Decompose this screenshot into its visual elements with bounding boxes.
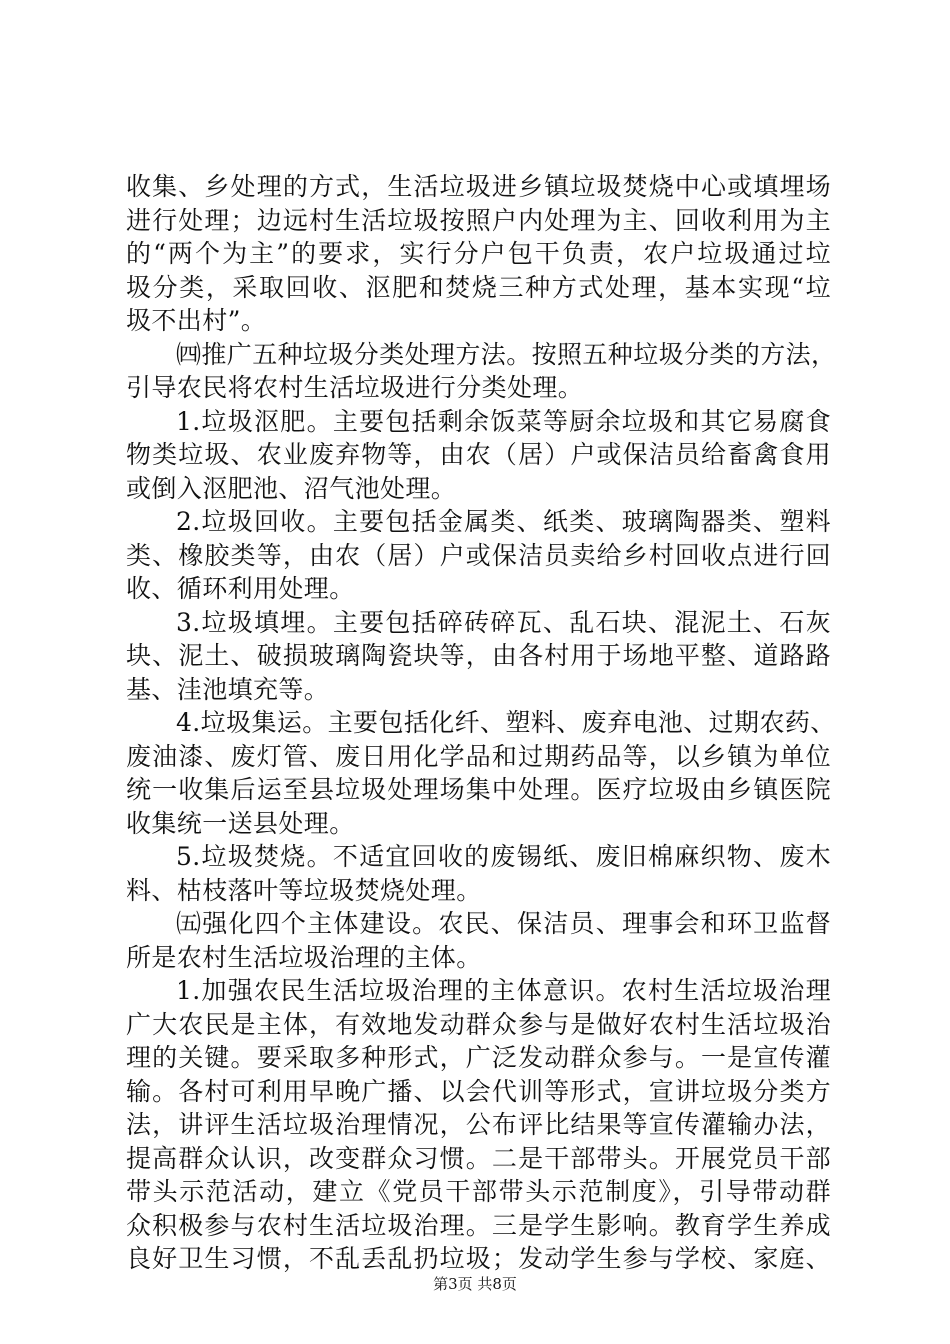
text-line: 2.垃圾回收。主要包括金属类、纸类、玻璃陶器类、塑料: [176, 507, 831, 536]
text-line: 引导农民将农村生活垃圾进行分类处理。: [126, 373, 584, 402]
text-line: 块、泥土、破损玻璃陶瓷块等，由各村用于场地平整、道路路: [126, 641, 831, 670]
text-line: 所是农村生活垃圾治理的主体。: [126, 942, 482, 972]
text-line: 废油漆、废灯管、废日用化学品和过期药品等，以乡镇为单位: [126, 741, 831, 771]
text-line: 圾分类，采取回收、沤肥和焚烧三种方式处理，基本实现“垃: [126, 272, 831, 302]
text-line: 提高群众认识，改变群众习惯。二是干部带头。开展党员干部: [126, 1143, 831, 1173]
text-line: 3.垃圾填埋。主要包括碎砖碎瓦、乱石块、混泥土、石灰: [176, 607, 831, 637]
text-line: 带头示范活动，建立《党员干部带头示范制度》，引导带动群: [126, 1177, 831, 1206]
text-line: 众积极参与农村生活垃圾治理。三是学生影响。教育学生养成: [126, 1210, 831, 1240]
text-line: 进行处理；边远村生活垃圾按照户内处理为主、回收利用为主: [126, 205, 831, 235]
text-line: 1.垃圾沤肥。主要包括剩余饭菜等厨余垃圾和其它易腐食: [176, 406, 831, 436]
text-line: 良好卫生习惯，不乱丢乱扔垃圾；发动学生参与学校、家庭、: [126, 1244, 831, 1273]
text-line: 1.加强农民生活垃圾治理的主体意识。农村生活垃圾治理: [176, 976, 831, 1005]
text-line: 输。各村可利用早晚广播、以会代训等形式，宣讲垃圾分类方: [126, 1076, 831, 1106]
text-line: 或倒入沤肥池、沼气池处理。: [126, 473, 457, 503]
text-line: 法，讲评生活垃圾治理情况，公布评比结果等宣传灌输办法，: [126, 1110, 831, 1139]
text-line: 类、橡胶类等，由农（居）户或保洁员卖给乡村回收点进行回: [126, 540, 831, 570]
text-line: 理的关键。要采取多种形式，广泛发动群众参与。一是宣传灌: [126, 1043, 831, 1072]
text-line: 5.垃圾焚烧。不适宜回收的废锡纸、废旧棉麻织物、废木: [176, 842, 831, 871]
text-line: 统一收集后运至县垃圾处理场集中处理。医疗垃圾由乡镇医院: [126, 775, 831, 804]
text-line: 收集统一送县处理。: [126, 808, 355, 838]
text-line: 圾不出村”。: [126, 306, 267, 335]
text-line: 收集、乡处理的方式，生活垃圾进乡镇垃圾焚烧中心或填埋场: [126, 172, 831, 201]
text-line: 收、循环利用处理。: [126, 574, 355, 603]
text-line: 的“两个为主”的要求，实行分户包干负责，农户垃圾通过垃: [126, 239, 831, 268]
text-line: ㈤强化四个主体建设。农民、保洁员、理事会和环卫监督: [176, 909, 831, 938]
text-line: 4.垃圾集运。主要包括化纤、塑料、废弃电池、过期农药、: [176, 708, 836, 737]
text-line: 广大农民是主体，有效地发动群众参与是做好农村生活垃圾治: [126, 1009, 831, 1039]
text-line: ㈣推广五种垃圾分类处理方法。按照五种垃圾分类的方法，: [176, 339, 837, 369]
text-line: 料、枯枝落叶等垃圾焚烧处理。: [126, 875, 482, 905]
text-line: 物类垃圾、农业废弃物等，由农（居）户或保洁员给畜禽食用: [126, 440, 831, 469]
text-line: 基、洼池填充等。: [126, 674, 330, 704]
page-footer: 第3页 共8页: [433, 1275, 517, 1293]
body-text: [126, 170, 837, 1276]
